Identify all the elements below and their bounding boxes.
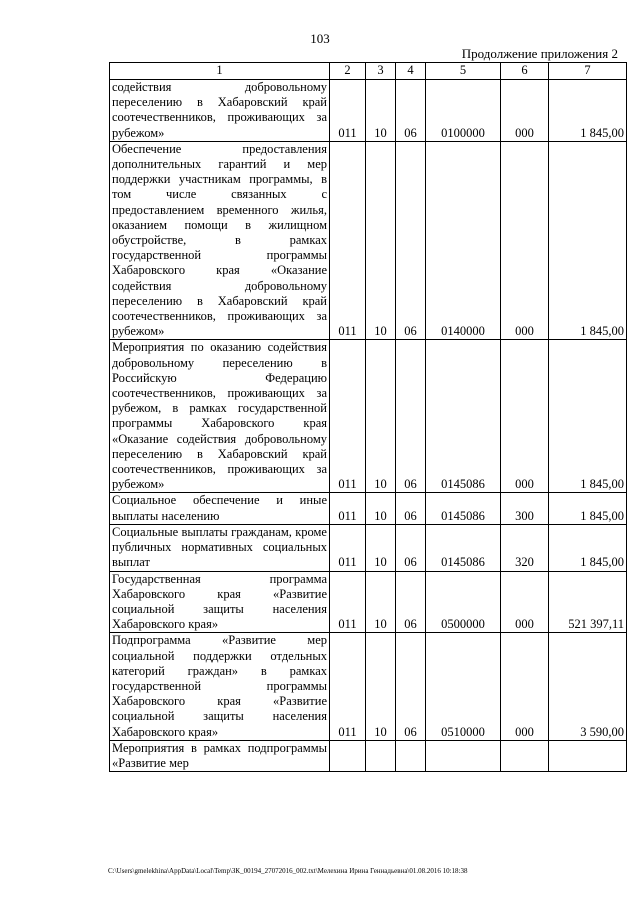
- subsection-code: 06: [396, 141, 426, 340]
- amount: 1 845,00: [549, 524, 627, 571]
- appendix-continuation-label: Продолжение приложения 2: [461, 46, 618, 61]
- file-path-footer: C:\Users\gmelekhina\AppData\Local\Temp\ЗК_00194_27072016_002.txt\Мелехина Ирина Геннадьевна\01.08.2016 10:18:38: [108, 867, 468, 875]
- table-row: [110, 80, 627, 142]
- expense-type-code: 000: [501, 80, 549, 142]
- expense-type-code: 300: [501, 493, 549, 524]
- target-article-code: 0100000: [426, 80, 501, 142]
- ministry-code: 011: [330, 633, 366, 740]
- table-row: [110, 571, 627, 633]
- target-article-code: 0510000: [426, 633, 501, 740]
- section-code: 10: [366, 524, 396, 571]
- column-header: 4: [396, 63, 426, 80]
- target-article-code: 0500000: [426, 571, 501, 633]
- amount: 1 845,00: [549, 80, 627, 142]
- column-header: 2: [330, 63, 366, 80]
- amount: 1 845,00: [549, 340, 627, 493]
- expense-type-code: 000: [501, 141, 549, 340]
- header-row: [110, 63, 627, 80]
- amount: 1 845,00: [549, 493, 627, 524]
- expense-type-code: 000: [501, 571, 549, 633]
- subsection-code: [396, 740, 426, 771]
- ministry-code: 011: [330, 524, 366, 571]
- section-code: [366, 740, 396, 771]
- amount: 3 590,00: [549, 633, 627, 740]
- column-header: 6: [501, 63, 549, 80]
- expense-type-code: 000: [501, 633, 549, 740]
- expense-type-code: 000: [501, 340, 549, 493]
- ministry-code: 011: [330, 340, 366, 493]
- expense-type-code: 320: [501, 524, 549, 571]
- target-article-code: 0145086: [426, 493, 501, 524]
- table-row: [110, 524, 627, 571]
- target-article-code: 0145086: [426, 524, 501, 571]
- budget-table: [109, 62, 627, 772]
- item-name: Социальное обеспечение и иные выплаты населению: [110, 493, 330, 524]
- column-header: 7: [549, 63, 627, 80]
- column-header: 3: [366, 63, 396, 80]
- subsection-code: 06: [396, 524, 426, 571]
- subsection-code: 06: [396, 80, 426, 142]
- table-row: [110, 493, 627, 524]
- subsection-code: 06: [396, 571, 426, 633]
- item-name: Государственная программа Хабаровского края «Развитие социальной защиты населения Хабаровского края»: [110, 571, 330, 633]
- section-code: 10: [366, 80, 396, 142]
- column-header: 1: [110, 63, 330, 80]
- item-name: Социальные выплаты гражданам, кроме публичных нормативных социальных выплат: [110, 524, 330, 571]
- ministry-code: 011: [330, 80, 366, 142]
- item-name: содействия добровольному переселению в Хабаровский край соотечественников, проживающих за рубежом»: [110, 80, 330, 142]
- amount: [549, 740, 627, 771]
- subsection-code: 06: [396, 340, 426, 493]
- section-code: 10: [366, 493, 396, 524]
- ministry-code: 011: [330, 141, 366, 340]
- target-article-code: [426, 740, 501, 771]
- table-row: [110, 340, 627, 493]
- section-code: 10: [366, 141, 396, 340]
- ministry-code: [330, 740, 366, 771]
- ministry-code: 011: [330, 571, 366, 633]
- ministry-code: 011: [330, 493, 366, 524]
- subsection-code: 06: [396, 493, 426, 524]
- item-name: Мероприятия по оказанию содействия добровольному переселению в Российскую Федерацию соотечественников, проживающих за рубежом, в рамках государственной программы Хабаровского края «Оказание содействия добровольному переселению в Хабаровский край соотечественников, проживающих за рубежом»: [110, 340, 330, 493]
- page-number: 103: [310, 31, 330, 46]
- table-row: [110, 141, 627, 340]
- section-code: 10: [366, 571, 396, 633]
- section-code: 10: [366, 633, 396, 740]
- subsection-code: 06: [396, 633, 426, 740]
- section-code: 10: [366, 340, 396, 493]
- item-name: Обеспечение предоставления дополнительных гарантий и мер поддержки участникам программы, в том числе связанных с предоставлением временного жилья, оказанием помощи в жилищном обустройстве, в рамках государственной программы Хабаровского края «Оказание содействия добровольному переселению в Хабаровский край соотечественников, проживающих за рубежом»: [110, 141, 330, 340]
- table-row: [110, 633, 627, 740]
- table-row: [110, 740, 627, 771]
- amount: 1 845,00: [549, 141, 627, 340]
- column-header: 5: [426, 63, 501, 80]
- item-name: Мероприятия в рамках подпрограммы «Развитие мер: [110, 740, 330, 771]
- expense-type-code: [501, 740, 549, 771]
- amount: 521 397,11: [549, 571, 627, 633]
- target-article-code: 0145086: [426, 340, 501, 493]
- item-name: Подпрограмма «Развитие мер социальной поддержки отдельных категорий граждан» в рамках государственной программы Хабаровского края «Развитие социальной защиты населения Хабаровского края»: [110, 633, 330, 740]
- target-article-code: 0140000: [426, 141, 501, 340]
